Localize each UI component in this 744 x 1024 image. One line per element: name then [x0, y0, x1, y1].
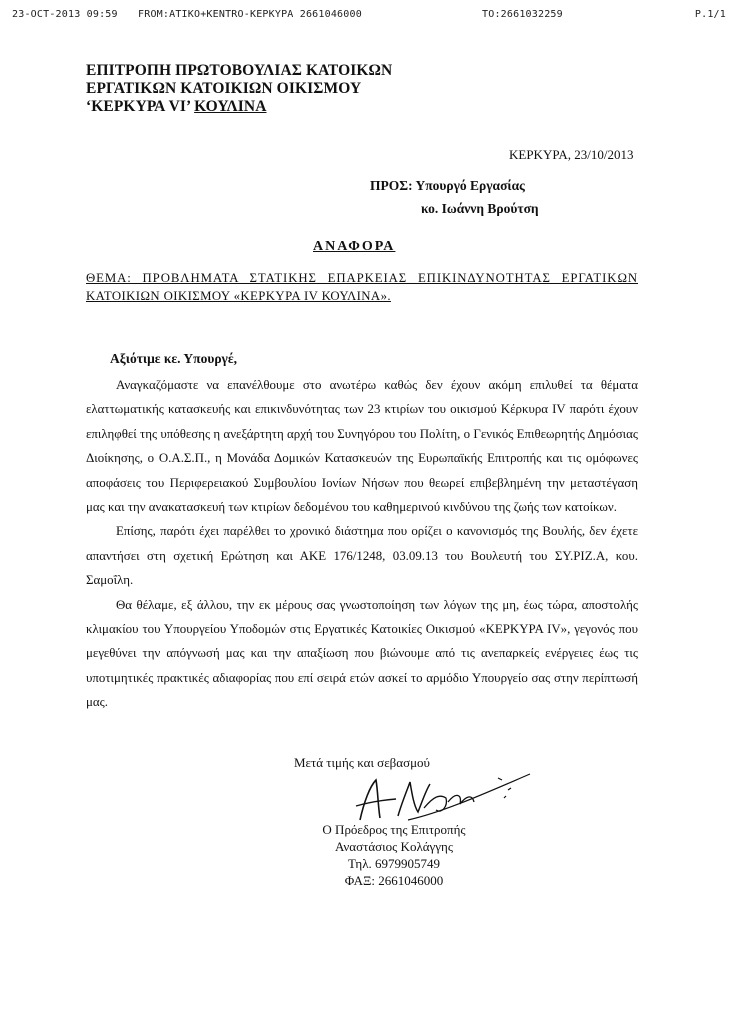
body-paragraph: Θα θέλαμε, εξ άλλου, την εκ μέρους σας γνωστοποίηση των λόγων της μη, έως τώρα, αποστολής κλιμακίου του Υπουργείου Υποδομών στις Εργατικές Κατοικίες Οικισμού «ΚΕΡΚΥΡΑ IV», γεγονός που μεγεθύνει την απόγνωσή μας και την απαξίωση που βιώνουμε από τις ανεπαρκείς ενέργειες έως τις υποτιμητικές πρακτικές αδιαφορίας που επί σειρά ετών ασκεί το αρμόδιο Υπουργείο σας στην περίπτωσή μας.: [86, 597, 638, 710]
sender-line-2: ΕΡΓΑΤΙΚΩΝ ΚΑΤΟΙΚΙΩΝ ΟΙΚΙΣΜΟΥ: [86, 80, 362, 97]
signatory-name: Αναστάσιος Κολάγγης: [335, 839, 453, 854]
fax-transmission-header: [12, 9, 726, 23]
fax-page-number: P.1/1: [694, 9, 726, 20]
salutation: Αξιότιμε κε. Υπουργέ,: [110, 351, 238, 366]
fax-from: FROM:ATIKO+KENTRO-KEPKYPA 2661046000: [138, 9, 362, 20]
sender-line-1: ΕΠΙΤΡΟΠΗ ΠΡΩΤΟΒΟΥΛΙΑΣ ΚΑΤΟΙΚΩΝ: [86, 62, 393, 79]
subject-line-2: ΚΑΤΟΙΚΙΩΝ ΟΙΚΙΣΜΟΥ «ΚΕΡΚΥΡΑ IV ΚΟΥΛΙΝΑ».: [86, 289, 391, 303]
body-paragraph: Αναγκαζόμαστε να επανέλθουμε στο ανωτέρω καθώς δεν έχουν ακόμη επιλυθεί τα θέματα ελαττωματικής κατασκευής και επικινδυνότητας των 23 κτιρίων του οικισμού Κέρκυρα IV παρότι έχουν επιληφθεί της υπόθεσης η ανεξάρτητη αρχή του Συνηγόρου του Πολίτη, ο Γενικός Επιθεωρητής Δημόσιας Διοίκησης, ο Ο.Α.Σ.Π., η Μονάδα Δομικών Κατασκευών της Ευρωπαϊκής Επιτροπής και τις ομόφωνες αποφάσεις του Περιφερειακού Συμβουλίου Ιονίων Νήσων που θεωρεί επιβεβλημένη την μεταστέγαση μας και την ανακατασκευή των κτιρίων δεδομένου του καθημερινού κινδύνου της ζωής των κατοίκων.: [86, 378, 638, 515]
body-paragraph: Επίσης, παρότι έχει παρέλθει το χρονικό διάστημα που ορίζει ο κανονισμός της Βουλής, δεν έχετε απαντήσει στη σχετική Ερώτηση και ΑΚΕ 176/1248, 03.09.13 του Βουλευτή του ΣΥ.ΡΙΖ.Α, κου. Σαμοΐλη.: [86, 524, 638, 588]
recipient-line-1: ΠΡΟΣ: Υπουργό Εργασίας: [370, 178, 525, 193]
closing-phrase: Μετά τιμής και σεβασμού: [294, 755, 430, 770]
recipient-block: [370, 174, 539, 220]
subject-block: [86, 269, 638, 305]
fax-date-time: 23-OCT-2013 09:59: [12, 9, 118, 20]
place-date: ΚΕΡΚΥΡΑ, 23/10/2013: [509, 147, 634, 162]
subject-line-1: ΘΕΜΑ: ΠΡΟΒΛΗΜΑΤΑ ΣΤΑΤΙΚΗΣ ΕΠΑΡΚΕΙΑΣ ΕΠΙΚΙΝΔΥΝΟΤΗΤΑΣ ΕΡΓΑΤΙΚΩΝ: [86, 271, 638, 285]
fax-to: TO:2661032259: [482, 9, 563, 20]
sender-line-3: [86, 98, 392, 116]
recipient-line-2: κο. Ιωάννη Βρούτση: [421, 201, 539, 216]
signatory-phone: Τηλ. 6979905749: [347, 856, 441, 871]
signatory-fax: ΦΑΞ: 2661046000: [344, 873, 444, 888]
letter-body: [86, 373, 638, 715]
sender-line-3-underlined: ΚΟΥΛΙΝΑ: [194, 98, 267, 115]
sender-organization: [86, 62, 392, 116]
sender-line-3-prefix: ‘ΚΕΡΚΥΡΑ VI’: [86, 98, 195, 115]
signatory-block: [309, 821, 479, 889]
signatory-role: Ο Πρόεδρος της Επιτροπής: [322, 822, 466, 837]
document-title: ΑΝΑΦΟΡΑ: [313, 239, 396, 254]
